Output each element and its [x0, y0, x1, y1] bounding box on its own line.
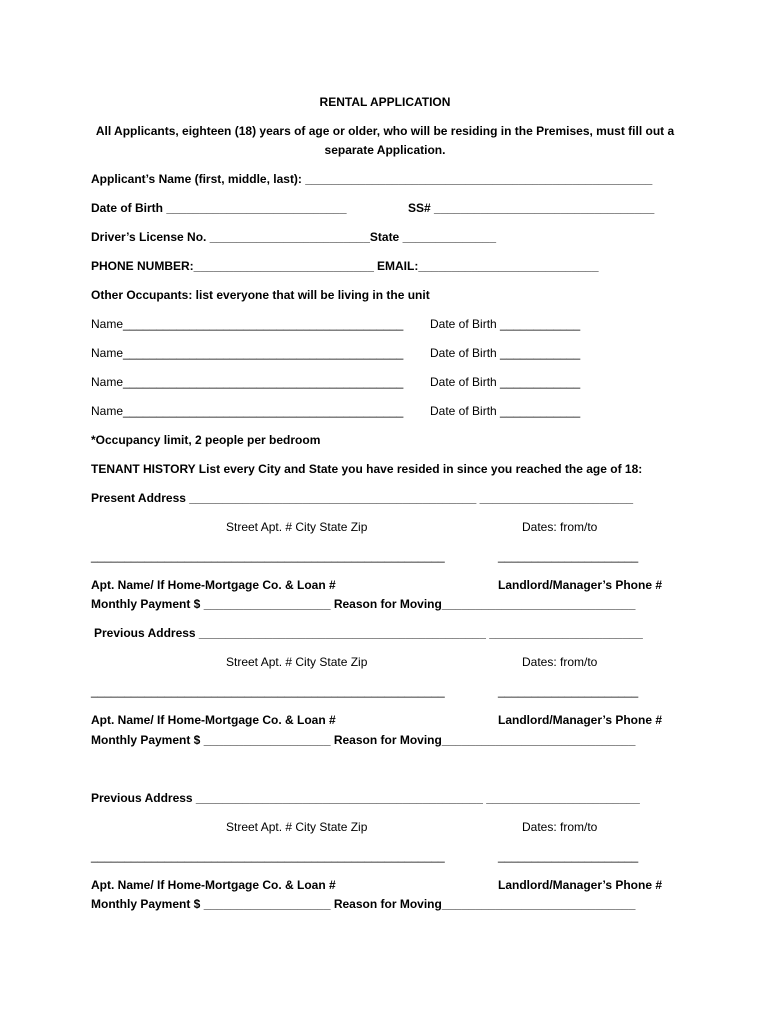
- email-field[interactable]: EMAIL:___________________________: [377, 259, 599, 273]
- form-title: RENTAL APPLICATION: [319, 95, 451, 109]
- landlord-phone-blank[interactable]: _____________________: [498, 849, 639, 863]
- dates-hint: Dates: from/to: [522, 820, 598, 834]
- landlord-phone-label: Landlord/Manager’s Phone #: [498, 578, 663, 592]
- apt-name-label: Apt. Name/ If Home-Mortgage Co. & Loan #: [91, 713, 336, 727]
- landlord-phone-blank[interactable]: _____________________: [498, 684, 639, 698]
- occupant-name-field[interactable]: Name__________________________________________: [91, 317, 404, 331]
- occupant-dob-field[interactable]: Date of Birth ____________: [430, 317, 581, 331]
- payment-reason-field[interactable]: Monthly Payment $ ___________________ Reason for Moving_____________________________: [91, 897, 636, 911]
- landlord-phone-label: Landlord/Manager’s Phone #: [498, 713, 663, 727]
- apt-name-label: Apt. Name/ If Home-Mortgage Co. & Loan #: [91, 878, 336, 892]
- intro-line-1: All Applicants, eighteen (18) years of age or older, who will be residing in the Premises, must fill out a: [95, 124, 675, 138]
- occupant-dob-field[interactable]: Date of Birth ____________: [430, 346, 581, 360]
- apt-name-blank[interactable]: _____________________________________________________: [91, 549, 445, 563]
- apt-name-label: Apt. Name/ If Home-Mortgage Co. & Loan #: [91, 578, 336, 592]
- applicant-name-field[interactable]: Applicant’s Name (first, middle, last): ____________________________________________________: [91, 172, 653, 186]
- phone-number-field[interactable]: PHONE NUMBER:___________________________: [91, 259, 374, 273]
- landlord-phone-blank[interactable]: _____________________: [498, 549, 639, 563]
- occupant-dob-field[interactable]: Date of Birth ____________: [430, 375, 581, 389]
- street-hint: Street Apt. # City State Zip: [226, 655, 368, 669]
- ssn-field[interactable]: SS# _________________________________: [408, 201, 655, 215]
- occupant-name-field[interactable]: Name__________________________________________: [91, 346, 404, 360]
- street-hint: Street Apt. # City State Zip: [226, 820, 368, 834]
- street-hint: Street Apt. # City State Zip: [226, 520, 368, 534]
- occupancy-limit-note: *Occupancy limit, 2 people per bedroom: [91, 433, 321, 447]
- drivers-license-field[interactable]: Driver’s License No. ________________________State ______________: [91, 230, 496, 244]
- intro-line-2: separate Application.: [324, 143, 446, 157]
- previous-address-field[interactable]: Previous Address ___________________________________________ _______________________: [94, 626, 643, 640]
- payment-reason-field[interactable]: Monthly Payment $ ___________________ Reason for Moving_____________________________: [91, 733, 636, 747]
- present-address-field[interactable]: Present Address ___________________________________________ _______________________: [91, 491, 634, 505]
- apt-name-blank[interactable]: _____________________________________________________: [91, 849, 445, 863]
- occupant-dob-field[interactable]: Date of Birth ____________: [430, 404, 581, 418]
- occupant-name-field[interactable]: Name__________________________________________: [91, 404, 404, 418]
- occupant-name-field[interactable]: Name__________________________________________: [91, 375, 404, 389]
- dates-hint: Dates: from/to: [522, 655, 598, 669]
- other-occupants-heading: Other Occupants: list everyone that will be living in the unit: [91, 288, 430, 302]
- dates-hint: Dates: from/to: [522, 520, 598, 534]
- payment-reason-field[interactable]: Monthly Payment $ ___________________ Reason for Moving_____________________________: [91, 597, 636, 611]
- tenant-history-heading: TENANT HISTORY List every City and State you have resided in since you reached the age of 18:: [91, 462, 643, 476]
- apt-name-blank[interactable]: _____________________________________________________: [91, 684, 445, 698]
- previous-address-field[interactable]: Previous Address ___________________________________________ _______________________: [91, 791, 640, 805]
- landlord-phone-label: Landlord/Manager’s Phone #: [498, 878, 663, 892]
- date-of-birth-field[interactable]: Date of Birth ___________________________: [91, 201, 347, 215]
